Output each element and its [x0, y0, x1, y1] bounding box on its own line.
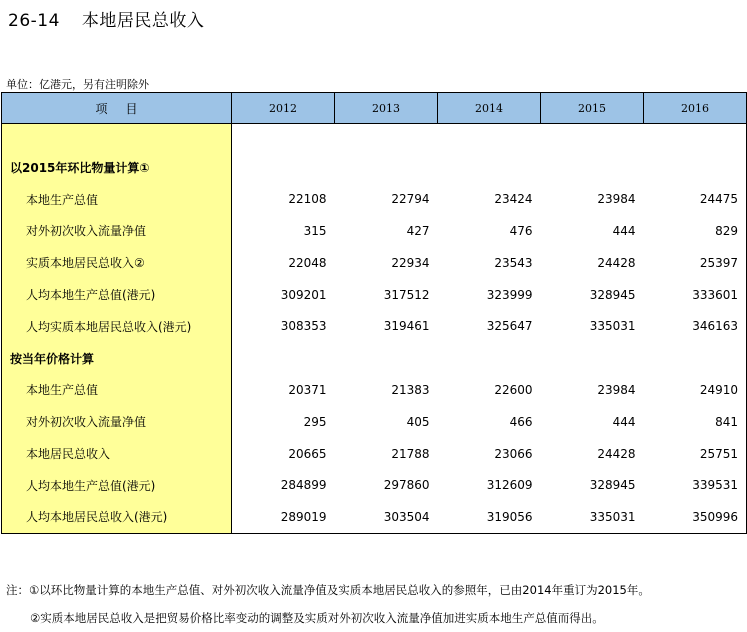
cell-value: 319056	[438, 501, 541, 533]
table-row	[2, 469, 747, 501]
cell-value: 323999	[486, 287, 533, 302]
page-title	[8, 6, 204, 31]
header-year: 2016	[644, 93, 747, 124]
cell-value: 25751	[644, 438, 747, 470]
section-heading-row	[2, 342, 747, 374]
cell-value: 335031	[541, 501, 644, 533]
cell-value: 317512	[383, 287, 430, 302]
cell-value: 21788	[391, 446, 430, 461]
cell-value: 303504	[335, 501, 438, 533]
footnote-2: ②实质本地居民总收入是把贸易价格比率变动的调整及实质对外初次收入流量净值加进实质本地生产总值而得出。	[30, 611, 604, 625]
cell-value: 444	[612, 223, 636, 238]
row-label: 对外初次收入流量净值	[2, 215, 232, 247]
table-row	[2, 501, 747, 533]
cell-value: 444	[612, 414, 636, 429]
cell-value: 23543	[494, 255, 533, 270]
header-year: 2014	[438, 93, 541, 124]
row-label: 人均本地生产总值(港元)	[2, 279, 232, 311]
cell-value: 25397	[644, 247, 747, 279]
cell-value: 312609	[486, 478, 533, 493]
cell-value: 295	[303, 414, 327, 429]
table-row	[2, 247, 747, 279]
cell-value: 289019	[232, 501, 335, 533]
footnote-1: 注：①以环比物量计算的本地生产总值、对外初次收入流量净值及实质本地居民总收入的参照年，已由2014年重订为2015年。	[6, 583, 650, 597]
header-year: 2013	[335, 93, 438, 124]
table-row	[2, 438, 747, 470]
cell-value: 841	[644, 406, 747, 438]
cell-value: 24428	[597, 446, 636, 461]
cell-value: 23984	[597, 382, 636, 397]
cell-value: 24428	[597, 255, 636, 270]
cell-value: 405	[406, 414, 430, 429]
cell-value: 23424	[494, 192, 533, 207]
row-label: 本地生产总值	[2, 183, 232, 215]
cell-value: 335031	[589, 319, 636, 334]
row-label: 人均实质本地居民总收入(港元)	[2, 310, 232, 342]
unit-note: 单位：亿港元，另有注明除外	[6, 78, 149, 91]
header-item: 项目	[2, 93, 232, 124]
table-row	[2, 310, 747, 342]
cell-value: 309201	[280, 287, 327, 302]
cell-value: 297860	[383, 478, 430, 493]
row-label: 人均本地生产总值(港元)	[2, 469, 232, 501]
cell-value: 22934	[391, 255, 430, 270]
cell-value: 24910	[644, 374, 747, 406]
cell-value: 22048	[288, 255, 327, 270]
header-year: 2015	[541, 93, 644, 124]
header-year: 2012	[232, 93, 335, 124]
cell-value: 346163	[644, 310, 747, 342]
footnotes	[6, 576, 650, 632]
cell-value: 829	[644, 215, 747, 247]
row-label: 对外初次收入流量净值	[2, 406, 232, 438]
cell-value: 325647	[486, 319, 533, 334]
cell-value: 308353	[280, 319, 327, 334]
row-label: 人均本地居民总收入(港元)	[2, 501, 232, 533]
table-row	[2, 374, 747, 406]
cell-value: 427	[406, 223, 430, 238]
section-heading-row	[2, 152, 747, 184]
cell-value: 476	[509, 223, 533, 238]
cell-value: 22794	[391, 192, 430, 207]
table-row	[2, 215, 747, 247]
table-number: 26-14	[8, 11, 60, 31]
cell-value: 339531	[644, 469, 747, 501]
table-row	[2, 183, 747, 215]
cell-value: 328945	[589, 287, 636, 302]
row-label: 本地居民总收入	[2, 438, 232, 470]
cell-value: 284899	[280, 478, 327, 493]
table-row	[2, 279, 747, 311]
cell-value: 20665	[288, 446, 327, 461]
cell-value: 22108	[288, 192, 327, 207]
cell-value: 23066	[494, 446, 533, 461]
cell-value: 21383	[391, 382, 430, 397]
row-label: 实质本地居民总收入②	[2, 247, 232, 279]
cell-value: 466	[509, 414, 533, 429]
cell-value: 333601	[644, 279, 747, 311]
cell-value: 24475	[644, 183, 747, 215]
cell-value: 23984	[597, 192, 636, 207]
table-title: 本地居民总收入	[81, 11, 205, 31]
cell-value: 350996	[644, 501, 747, 533]
cell-value: 328945	[589, 478, 636, 493]
cell-value: 319461	[383, 319, 430, 334]
cell-value: 22600	[494, 382, 533, 397]
spacer-row	[2, 124, 747, 152]
row-label: 本地生产总值	[2, 374, 232, 406]
cell-value: 20371	[288, 382, 327, 397]
section-heading: 按当年价格计算	[2, 342, 232, 374]
header-row	[2, 93, 747, 124]
income-table	[1, 92, 747, 534]
table-row	[2, 406, 747, 438]
section-heading: 以2015年环比物量计算①	[2, 152, 232, 184]
cell-value: 315	[303, 223, 327, 238]
